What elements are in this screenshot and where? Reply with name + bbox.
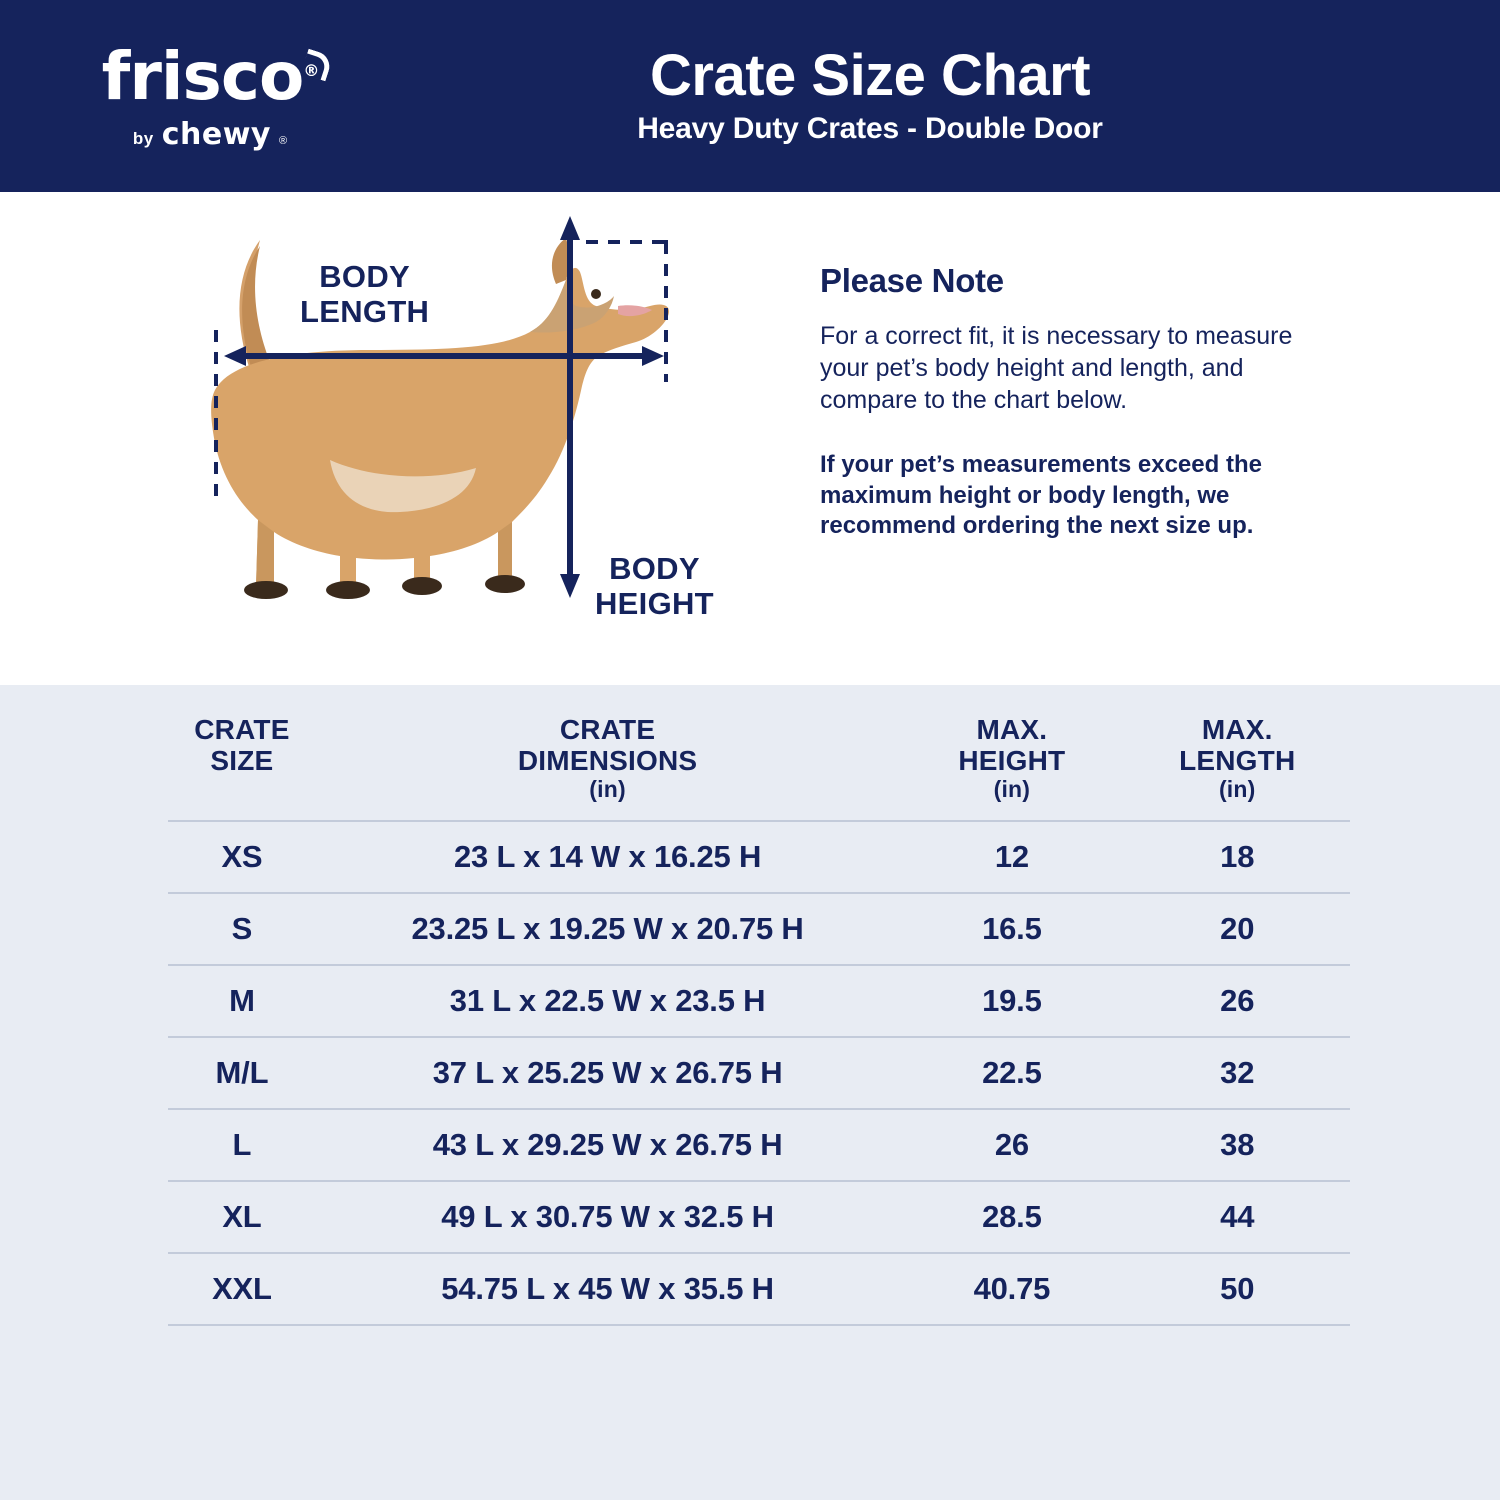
cell-crate-dimensions: 54.75 L x 45 W x 35.5 H xyxy=(441,1270,774,1306)
cell-crate-size: M xyxy=(229,982,255,1018)
table-body xyxy=(168,821,1350,1325)
table-row xyxy=(168,1109,1350,1181)
cell-crate-dimensions: 49 L x 30.75 W x 32.5 H xyxy=(441,1198,774,1234)
page-title: Crate Size Chart xyxy=(649,42,1091,108)
cell-max-height: 22.5 xyxy=(982,1054,1042,1090)
cell-max-height: 12 xyxy=(994,838,1029,874)
column-header-crate-size-line2: SIZE xyxy=(210,744,274,776)
column-header-dimensions-unit: (in) xyxy=(589,775,626,802)
size-table-section xyxy=(0,685,1500,1500)
body-height-label-line2: HEIGHT xyxy=(595,585,714,621)
column-header-max-height-unit: (in) xyxy=(993,775,1031,802)
page-header xyxy=(0,0,1500,192)
cell-max-height: 16.5 xyxy=(982,910,1042,946)
cell-crate-dimensions: 37 L x 25.25 W x 26.75 H xyxy=(432,1054,783,1090)
column-header-max-length-line1: MAX. xyxy=(1201,714,1273,745)
please-note-title: Please Note xyxy=(820,262,1004,299)
cell-crate-size: L xyxy=(232,1126,252,1162)
column-header-max-length-unit: (in) xyxy=(1218,775,1256,802)
crate-size-table xyxy=(168,715,1350,1326)
cell-max-height: 28.5 xyxy=(982,1198,1042,1234)
body-length-label-line1: BODY xyxy=(319,259,410,294)
cell-max-length: 38 xyxy=(1220,1126,1255,1162)
cell-crate-size: XS xyxy=(221,838,263,874)
cell-max-length: 18 xyxy=(1220,838,1255,874)
column-header-max-length xyxy=(1124,715,1350,821)
cell-crate-dimensions: 23.25 L x 19.25 W x 20.75 H xyxy=(411,910,804,946)
brand-logo-wordmark xyxy=(101,38,319,116)
column-header-max-length-line2: LENGTH xyxy=(1179,744,1296,776)
please-note-paragraph-2: If your pet’s measurements exceed the maximum height or body length, we recommend ordering the next size up. xyxy=(820,451,1262,540)
column-header-crate-size-line1: CRATE xyxy=(194,714,290,745)
column-header-dimensions-line2: DIMENSIONS xyxy=(517,744,698,776)
brand-by-label: by xyxy=(132,128,154,148)
cell-max-length: 32 xyxy=(1220,1054,1255,1090)
column-header-max-height-line2: HEIGHT xyxy=(958,744,1066,776)
cell-max-length: 26 xyxy=(1220,982,1255,1018)
cell-crate-size: XL xyxy=(222,1198,262,1234)
cell-max-height: 40.75 xyxy=(973,1270,1051,1306)
table-row xyxy=(168,1253,1350,1325)
brand-logo xyxy=(0,40,420,152)
header-title-block xyxy=(420,42,1500,147)
brand-parent-lockup xyxy=(133,117,287,152)
brand-parent-name: chewy xyxy=(161,116,271,152)
please-note-paragraph-1: For a correct fit, it is necessary to measure your pet’s body height and length, and compare to the chart below. xyxy=(820,322,1293,414)
column-header-crate-size xyxy=(168,715,316,821)
table-row xyxy=(168,1181,1350,1253)
cell-crate-dimensions: 23 L x 14 W x 16.25 H xyxy=(454,838,762,874)
table-row xyxy=(168,965,1350,1037)
dog-measurement-illustration xyxy=(0,210,800,685)
cell-crate-size: S xyxy=(231,910,253,946)
table-row xyxy=(168,1037,1350,1109)
cell-crate-dimensions: 31 L x 22.5 W x 23.5 H xyxy=(449,982,766,1018)
cell-max-length: 50 xyxy=(1220,1270,1255,1306)
body-height-label-line1: BODY xyxy=(609,551,700,586)
cell-max-length: 20 xyxy=(1220,910,1255,946)
column-header-max-height-line1: MAX. xyxy=(976,714,1048,745)
dog-illustration-shape xyxy=(211,238,669,599)
brand-name-text: frisco xyxy=(101,38,304,116)
cell-crate-size: M/L xyxy=(215,1054,269,1090)
measurement-guide-section xyxy=(0,192,1500,685)
brand-parent-registered-mark: ® xyxy=(279,134,288,147)
cell-crate-dimensions: 43 L x 29.25 W x 26.75 H xyxy=(432,1126,783,1162)
table-row xyxy=(168,893,1350,965)
table-row xyxy=(168,821,1350,893)
cell-max-height: 19.5 xyxy=(982,982,1042,1018)
table-header xyxy=(168,715,1350,821)
brand-registered-mark: ® xyxy=(303,61,319,81)
cell-crate-size: XXL xyxy=(212,1270,272,1306)
column-header-max-height xyxy=(899,715,1124,821)
body-length-label-line2: LENGTH xyxy=(300,293,430,329)
column-header-dimensions-line1: CRATE xyxy=(559,714,656,745)
body-length-label xyxy=(300,260,429,329)
page-subtitle: Heavy Duty Crates - Double Door xyxy=(637,112,1103,146)
body-height-label xyxy=(595,552,714,621)
cell-max-length: 44 xyxy=(1220,1198,1255,1234)
please-note-block xyxy=(800,210,1500,685)
cell-max-height: 26 xyxy=(994,1126,1029,1162)
column-header-crate-dimensions xyxy=(316,715,899,821)
table-header-row xyxy=(168,715,1350,821)
